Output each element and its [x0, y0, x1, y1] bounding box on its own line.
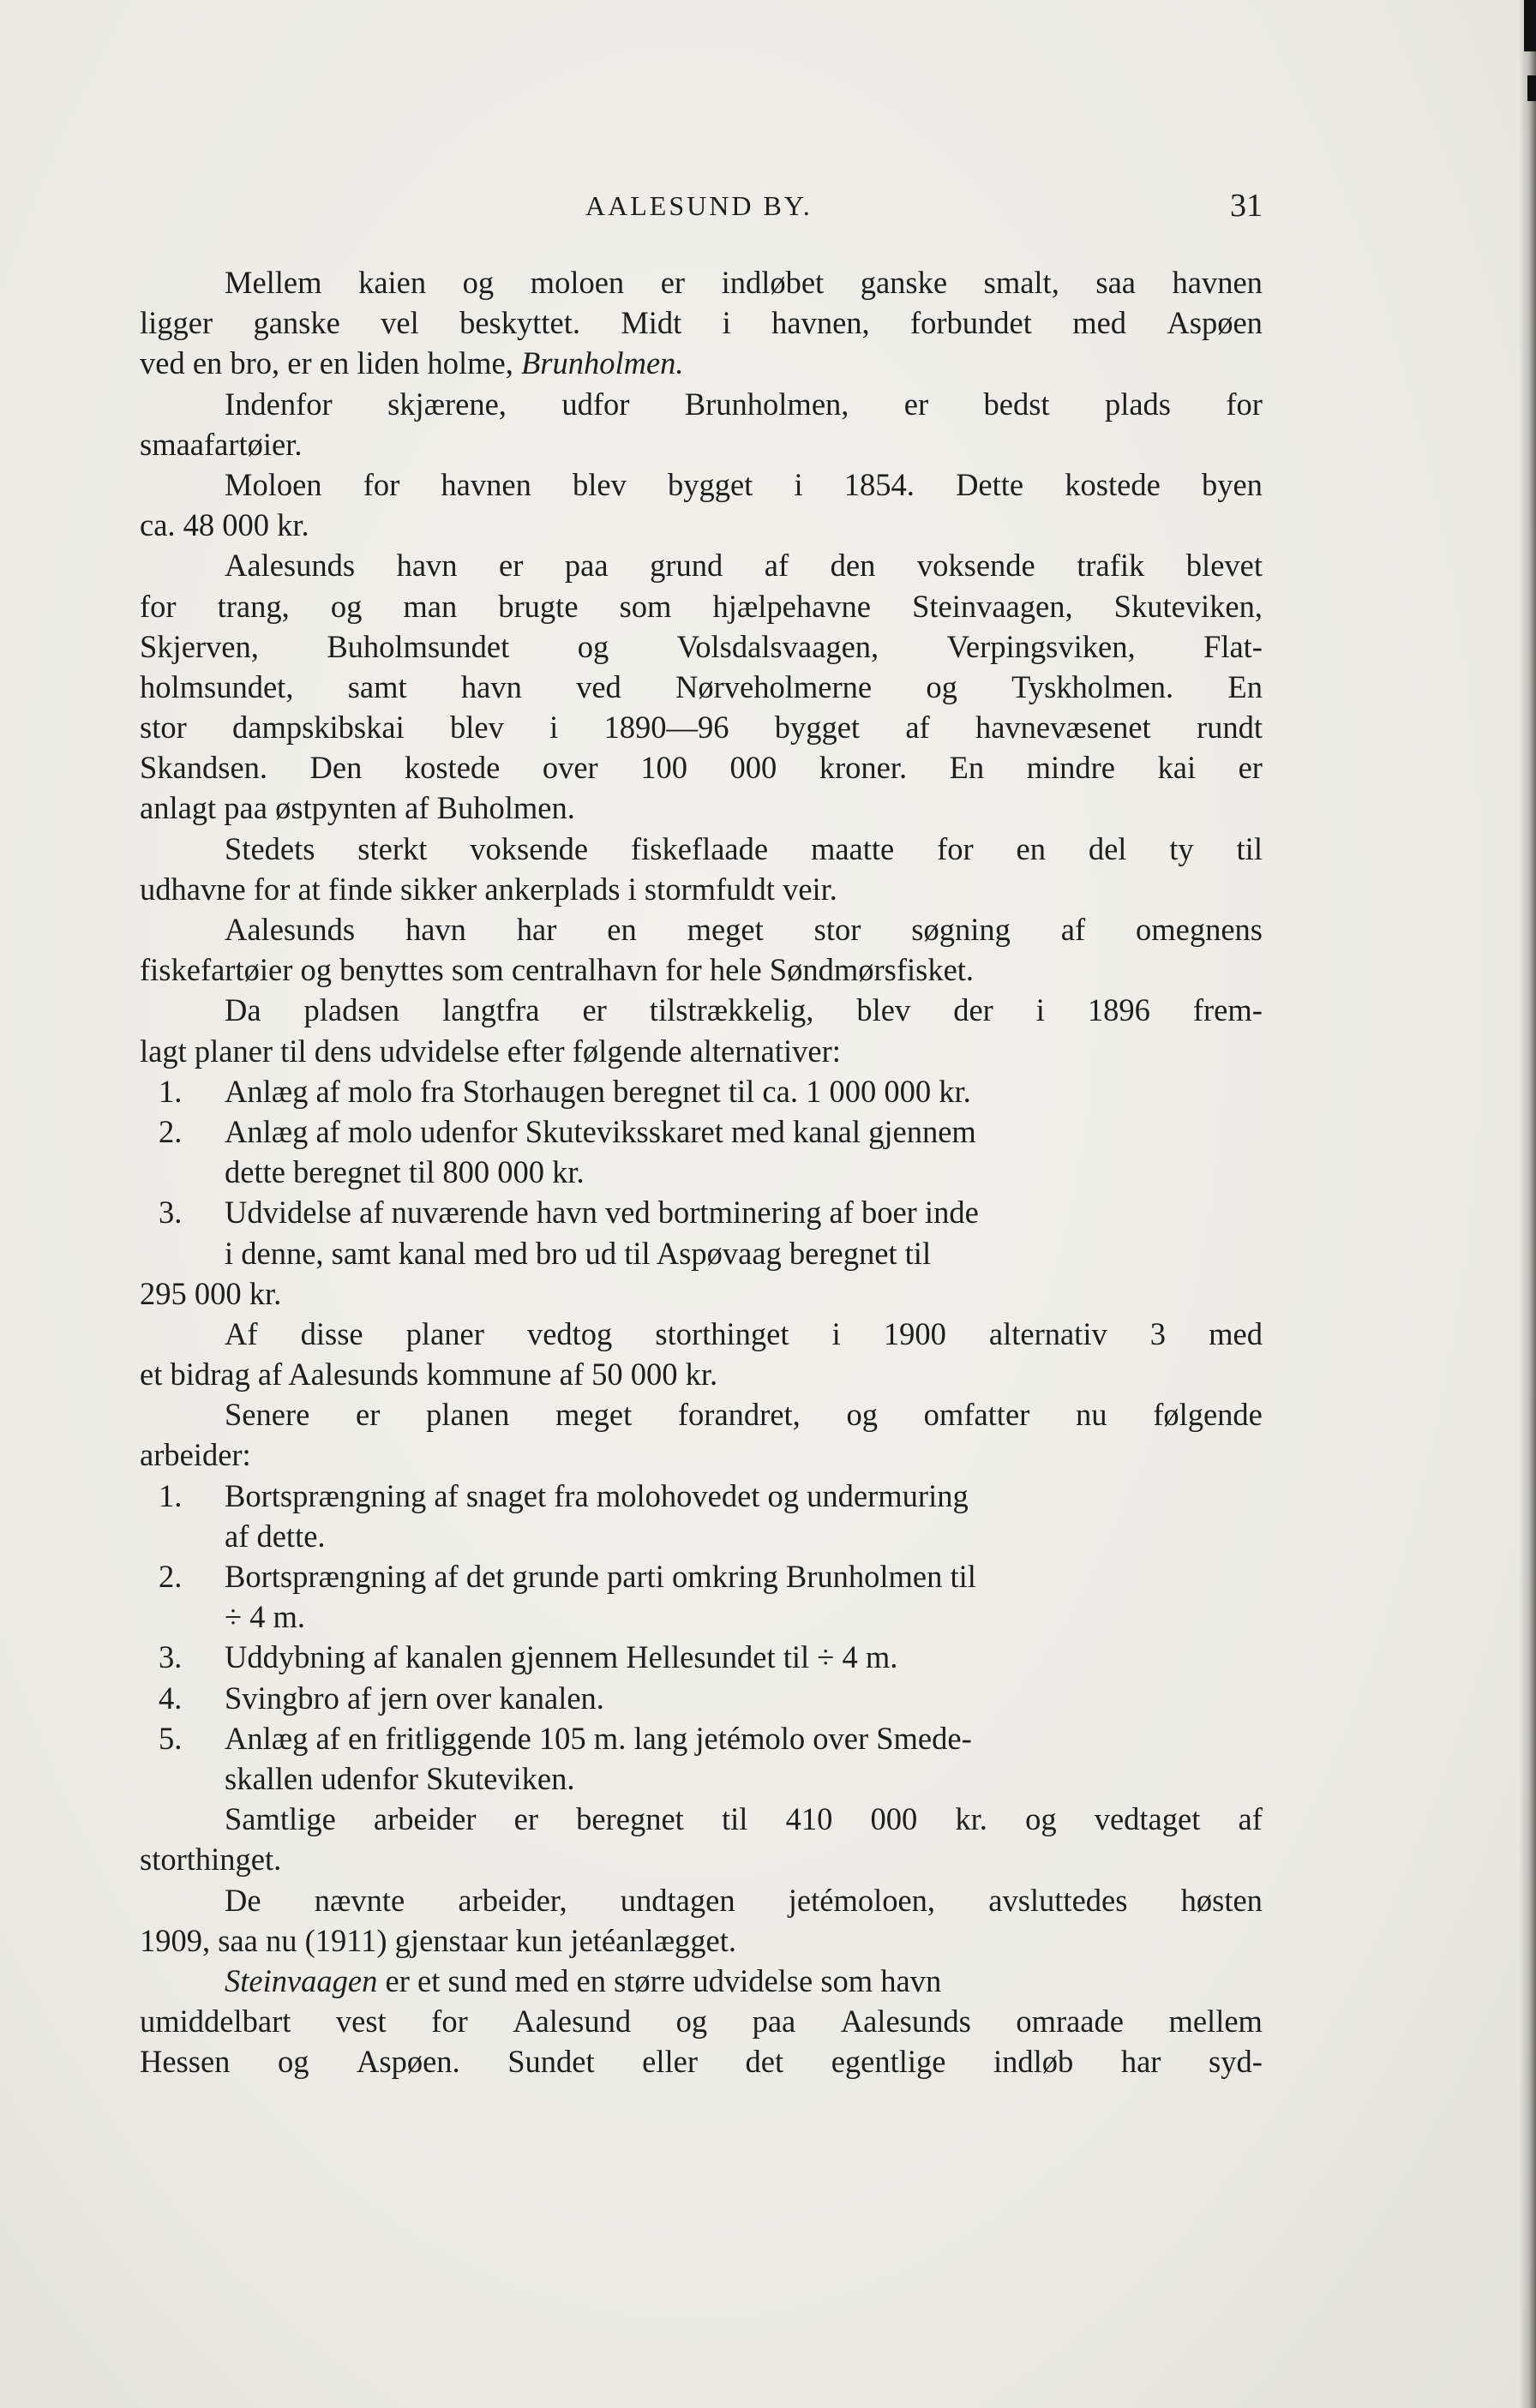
word: ved: [576, 668, 621, 704]
text-line: storthinget.: [140, 1842, 282, 1878]
word: forandret,: [677, 1397, 801, 1433]
italic-name: Brunholmen.: [520, 345, 684, 381]
text-line: [140, 1314, 1263, 1354]
word: Stedets: [225, 830, 315, 866]
word: følgende: [1153, 1397, 1263, 1433]
word: plads: [1104, 386, 1172, 422]
word: saa: [1095, 265, 1136, 300]
word: meget: [555, 1397, 633, 1433]
scan-edge-mark: [1527, 75, 1536, 101]
word: paa: [564, 548, 609, 584]
word: kr.: [955, 1801, 987, 1837]
word: bygget: [667, 466, 753, 502]
word: over: [542, 750, 598, 786]
word: Aspøen.: [357, 2044, 460, 2080]
list-text: Bortsprængning af det grunde parti omkring Brunholmen til: [225, 1559, 976, 1594]
list-number: 3.: [159, 1195, 183, 1231]
list-item: [140, 1476, 1263, 1516]
text-line: [140, 667, 1263, 707]
word: blev: [572, 466, 627, 502]
word: rundt: [1196, 710, 1263, 746]
word: nævnte: [314, 1882, 405, 1918]
text-line: lagt planer til dens udvidelse efter følgende alternativer:: [140, 1033, 841, 1069]
word: Nørveholmerne: [675, 668, 873, 704]
word: kostede: [404, 750, 501, 786]
list-item: [140, 1678, 1263, 1718]
list-number: 5.: [159, 1720, 183, 1756]
word: Skjerven,: [140, 628, 259, 664]
word: omegnens: [1135, 912, 1263, 947]
word: Moloen: [225, 466, 322, 502]
word: 1900: [883, 1315, 946, 1351]
word: den: [830, 548, 876, 584]
list-text-continued: af dette.: [225, 1518, 326, 1554]
word: kroner.: [819, 750, 908, 786]
running-title: AALESUND BY.: [585, 190, 813, 221]
text-line: arbeider:: [140, 1437, 251, 1473]
list-text: Bortsprængning af snaget fra molohovedet og undermuring: [225, 1477, 969, 1513]
list-item: [140, 1111, 1263, 1152]
word: sterkt: [357, 830, 428, 866]
word: forbundet: [909, 305, 1032, 341]
list-text: Anlæg af en fritliggende 105 m. lang jetémolo over Smede-: [225, 1720, 972, 1756]
word: bedst: [983, 386, 1050, 422]
word: og: [1025, 1801, 1057, 1837]
word: med: [1209, 1315, 1263, 1351]
text-segment: er et sund med en større udvidelse som havn: [377, 1962, 942, 1998]
list-item: [140, 1071, 1263, 1111]
word: meget: [687, 912, 764, 947]
word: omraade: [1016, 2004, 1124, 2040]
word: er: [660, 265, 686, 300]
text-line: 1909, saa nu (1911) gjenstaar kun jetéanlægget.: [140, 1922, 737, 1958]
word: paa: [752, 2004, 796, 2040]
page-edge-shadow: [1519, 0, 1536, 2408]
word: blev: [449, 710, 504, 746]
word: for: [1226, 386, 1263, 422]
text-line: anlagt paa østpynten af Buholmen.: [140, 790, 575, 826]
word: er: [499, 548, 524, 584]
text-line: [140, 302, 1263, 343]
text-line: [140, 545, 1263, 585]
list-number: 2.: [159, 1113, 183, 1149]
word: ligger: [140, 305, 213, 341]
list-item: [140, 1637, 1263, 1677]
word: kai: [1157, 750, 1197, 786]
body-text: [140, 262, 1263, 2082]
list-text: Anlæg af molo fra Storhaugen beregnet til ca. 1 000 000 kr.: [225, 1073, 971, 1109]
word: 000: [870, 1801, 918, 1837]
word: stor: [140, 710, 187, 746]
word: 3: [1149, 1315, 1167, 1351]
word: og: [846, 1397, 878, 1433]
word: i: [794, 466, 803, 502]
word: eller: [642, 2044, 698, 2080]
word: har: [1120, 2044, 1161, 2080]
word: jetémoloen,: [788, 1882, 936, 1918]
word: til: [1236, 830, 1263, 866]
word: Da: [225, 992, 261, 1028]
word: planer: [405, 1315, 484, 1351]
word: og: [675, 2004, 708, 2040]
word: for: [140, 588, 177, 624]
list-text: Anlæg af molo udenfor Skuteviksskaret med kanal gjennem: [225, 1113, 976, 1149]
text-line: [140, 1799, 1263, 1839]
word: grund: [650, 548, 723, 584]
list-item: [140, 1556, 1263, 1596]
word: er: [903, 386, 929, 422]
word: voksende: [916, 548, 1035, 584]
word: undtagen: [620, 1882, 735, 1918]
word: stor: [813, 912, 861, 947]
word: havn: [405, 912, 466, 947]
word: Buholmsundet: [327, 628, 510, 664]
word: en: [607, 912, 637, 947]
list-text-continued: ÷ 4 m.: [225, 1599, 306, 1635]
word: Aalesunds: [225, 912, 356, 947]
word: brugte: [498, 588, 579, 624]
word: langtfra: [442, 992, 540, 1028]
text-line: [140, 909, 1263, 949]
word: ganske: [253, 305, 340, 341]
word: holmsundet,: [140, 668, 294, 704]
word: tilstrækkelig,: [649, 992, 814, 1028]
list-text-continued: i denne, samt kanal med bro ud til Aspøvaag beregnet til: [225, 1235, 932, 1271]
word: af: [905, 710, 930, 746]
word: trafik: [1077, 548, 1145, 584]
word: i: [831, 1315, 841, 1351]
word: Indenfor: [225, 386, 333, 422]
word: Samtlige: [225, 1801, 336, 1837]
word: fiskeflaade: [630, 830, 769, 866]
italic-name: Steinvaagen: [225, 1962, 378, 1998]
word: Af: [225, 1315, 258, 1351]
word: er: [356, 1397, 381, 1433]
word: Brunholmen,: [684, 386, 849, 422]
word: indløbet: [721, 265, 825, 300]
word: Sundet: [507, 2044, 595, 2080]
word: storthinget: [655, 1315, 789, 1351]
word: Aalesund: [513, 2004, 632, 2040]
list-number: 4.: [159, 1680, 183, 1716]
page-number: 31: [1230, 188, 1263, 224]
list-number: 2.: [159, 1559, 183, 1594]
text-line: [140, 2001, 1263, 2041]
word: blevet: [1185, 548, 1263, 584]
word: for: [363, 466, 400, 502]
word: det: [745, 2044, 784, 2080]
word: kaien: [358, 265, 427, 300]
text-line: [140, 464, 1263, 505]
word: for: [937, 830, 974, 866]
text-line: smaafartøier.: [140, 426, 303, 462]
list-text-continued: dette beregnet til 800 000 kr.: [225, 1154, 585, 1190]
text-line: 295 000 kr.: [140, 1275, 282, 1311]
word: Midt: [621, 305, 682, 341]
word: i: [1035, 992, 1045, 1028]
word: Volsdalsvaagen,: [676, 628, 879, 664]
word: Skandsen.: [140, 750, 268, 786]
list-text: Udvidelse af nuværende havn ved bortminering af boer inde: [225, 1195, 979, 1231]
word: bygget: [774, 710, 861, 746]
text-line: [140, 1880, 1263, 1920]
word: Dette: [956, 466, 1024, 502]
word: samt: [347, 668, 407, 704]
word: udfor: [561, 386, 630, 422]
word: 1896: [1087, 992, 1150, 1028]
word: hjælpehavne: [712, 588, 871, 624]
word: havnen: [441, 466, 531, 502]
word: Den: [309, 750, 363, 786]
word: skjærene,: [387, 386, 507, 422]
word: omfatter: [923, 1397, 1030, 1433]
word: pladsen: [303, 992, 400, 1028]
word: smalt,: [983, 265, 1059, 300]
word: og: [462, 265, 495, 300]
word: Skuteviken,: [1113, 588, 1263, 624]
word: har: [516, 912, 557, 947]
text-line: ca. 48 000 kr.: [140, 507, 309, 543]
word: som: [619, 588, 672, 624]
word: syd-: [1209, 2044, 1263, 2080]
word: 410: [785, 1801, 833, 1837]
word: vedtog: [526, 1315, 613, 1351]
word: vest: [335, 2004, 387, 2040]
word: søgning: [911, 912, 1011, 947]
word: Tyskholmen.: [1011, 668, 1174, 704]
word: kostede: [1065, 466, 1161, 502]
word: vel: [381, 305, 419, 341]
word: blev: [856, 992, 911, 1028]
word: 000: [729, 750, 777, 786]
list-item: [140, 1718, 1263, 1758]
list-item: [140, 1192, 1263, 1232]
text-line: et bidrag af Aalesunds kommune af 50 000 kr.: [140, 1357, 718, 1393]
scan-edge-mark: [1524, 0, 1536, 51]
word: i: [722, 305, 731, 341]
word: arbeider: [373, 1801, 477, 1837]
word: og: [926, 668, 957, 704]
word: Mellem: [225, 265, 322, 300]
word: voksende: [470, 830, 589, 866]
word: En: [949, 750, 985, 786]
list-text: Svingbro af jern over kanalen.: [225, 1680, 604, 1716]
word: dampskibskai: [232, 710, 405, 746]
word: Steinvaagen,: [912, 588, 1073, 624]
list-text: Uddybning af kanalen gjennem Hellesundet til ÷ 4 m.: [225, 1639, 898, 1675]
word: trang,: [217, 588, 290, 624]
word: beskyttet.: [459, 305, 580, 341]
word: del: [1088, 830, 1127, 866]
word: havnen: [1172, 265, 1263, 300]
text-line: [140, 262, 1263, 302]
text-line: [140, 2041, 1263, 2082]
list-number: 1.: [159, 1073, 183, 1109]
word: Aspøen: [1167, 305, 1263, 341]
word: af: [1060, 912, 1086, 947]
text-line: [140, 990, 1263, 1030]
text-line: udhavne for at finde sikker ankerplads i stormfuldt veir.: [140, 871, 837, 907]
word: havn: [460, 668, 522, 704]
list-number: 3.: [159, 1639, 183, 1675]
word: Aalesunds: [225, 548, 356, 584]
text-line: [140, 707, 1263, 747]
text-line: [140, 626, 1263, 667]
word: beregnet: [576, 1801, 684, 1837]
word: til: [721, 1801, 748, 1837]
word: er: [1238, 750, 1263, 786]
word: man: [403, 588, 458, 624]
text-line: [140, 586, 1263, 626]
text-line: [140, 343, 1263, 383]
word: Verpingsviken,: [946, 628, 1136, 664]
word: umiddelbart: [140, 2004, 291, 2040]
word: i: [549, 710, 559, 746]
text-line: [140, 747, 1263, 788]
word: Aalesunds: [840, 2004, 971, 2040]
list-text-continued: skallen udenfor Skuteviken.: [225, 1760, 575, 1796]
word: indløb: [993, 2044, 1074, 2080]
text-line: [140, 829, 1263, 869]
word: mindre: [1026, 750, 1116, 786]
list-number: 1.: [159, 1477, 183, 1513]
word: 100: [640, 750, 687, 786]
word: moloen: [530, 265, 625, 300]
word: Hessen: [140, 2044, 231, 2080]
word: mellem: [1168, 2004, 1263, 2040]
word: og: [277, 2044, 309, 2080]
word: 1890—96: [603, 710, 729, 746]
word: og: [577, 628, 609, 664]
word: vedtaget: [1094, 1801, 1201, 1837]
word: er: [582, 992, 607, 1028]
word: der: [953, 992, 993, 1028]
word: af: [764, 548, 789, 584]
word: avsluttedes: [988, 1882, 1128, 1918]
word: nu: [1076, 1397, 1107, 1433]
word: Senere: [225, 1397, 310, 1433]
word: De: [225, 1882, 261, 1918]
word: egentlige: [831, 2044, 946, 2080]
word: arbeider,: [458, 1882, 567, 1918]
word: Flat-: [1203, 628, 1263, 664]
word: byen: [1201, 466, 1263, 502]
word: En: [1227, 668, 1263, 704]
text-segment: ved en bro, er en liden holme,: [140, 345, 513, 381]
word: og: [330, 588, 363, 624]
word: disse: [300, 1315, 363, 1351]
word: ty: [1169, 830, 1194, 866]
word: ganske: [860, 265, 948, 300]
word: er: [513, 1801, 538, 1837]
word: havnen,: [771, 305, 870, 341]
word: en: [1016, 830, 1046, 866]
word: med: [1072, 305, 1127, 341]
word: havnevæsenet: [975, 710, 1151, 746]
text-line: [140, 384, 1263, 424]
word: 1854.: [843, 466, 915, 502]
word: frem-: [1192, 992, 1263, 1028]
text-line: [140, 1961, 1263, 2001]
text-line: fiskefartøier og benyttes som centralhavn for hele Søndmørsfisket.: [140, 952, 975, 988]
word: maatte: [810, 830, 895, 866]
word: høsten: [1180, 1882, 1263, 1918]
word: af: [1238, 1801, 1263, 1837]
text-line: [140, 1394, 1263, 1435]
word: havn: [396, 548, 458, 584]
word: alternativ: [988, 1315, 1107, 1351]
word: for: [431, 2004, 468, 2040]
page-header: [140, 190, 1263, 233]
word: planen: [426, 1397, 510, 1433]
